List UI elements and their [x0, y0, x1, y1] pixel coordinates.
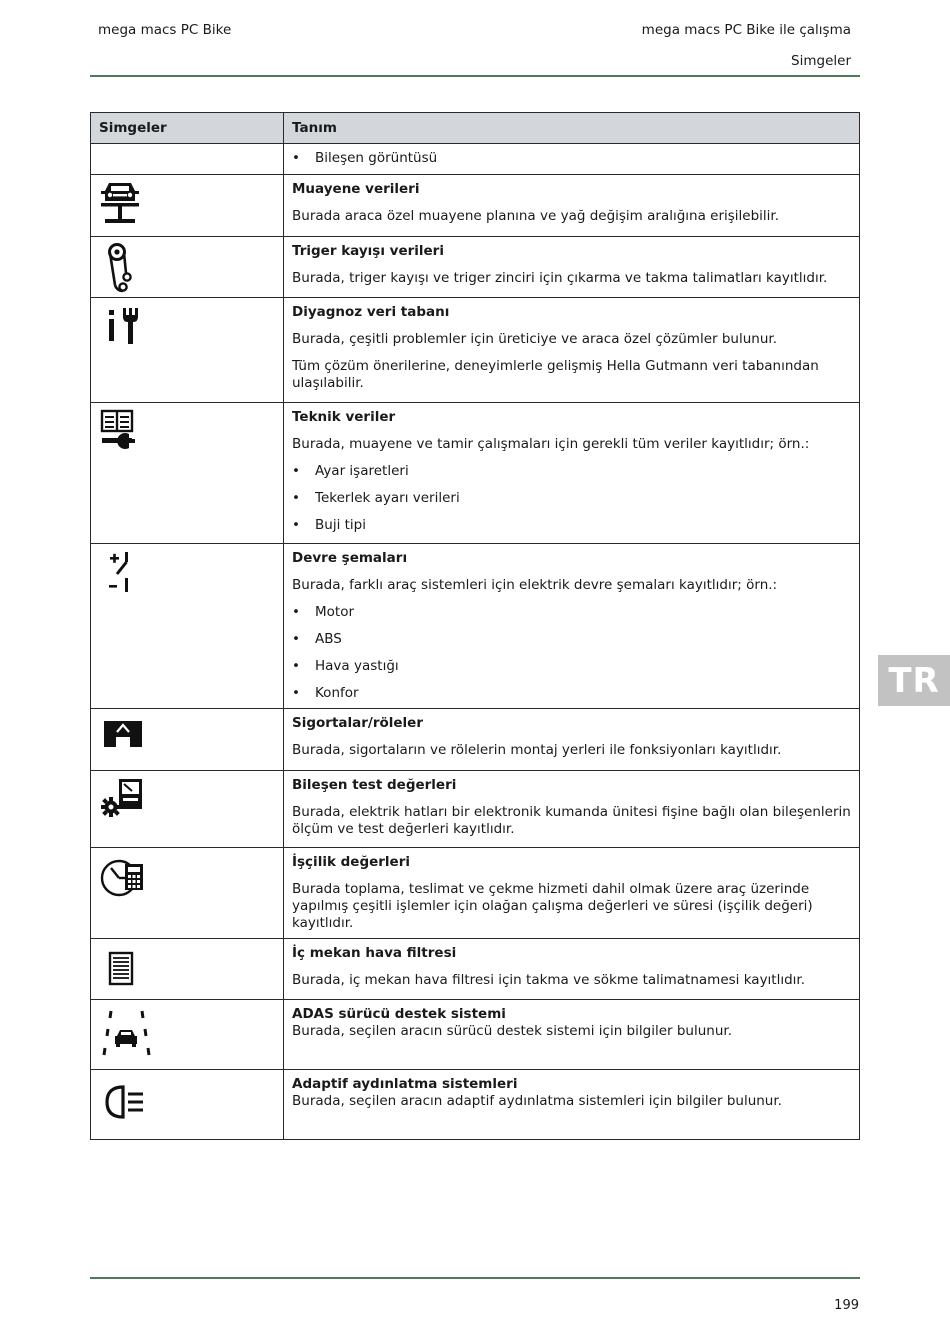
- symbol-cell: [91, 144, 284, 175]
- description-cell: [284, 175, 860, 237]
- description-cell: [284, 544, 860, 709]
- description-cell: [284, 298, 860, 403]
- table-row: [91, 144, 860, 175]
- row-text: Burada, triger kayışı ve triger zinciri için çıkarma ve takma talimatları kayıtlıdır.: [292, 270, 828, 286]
- fuse-icon: [99, 713, 143, 753]
- symbol-cell: [91, 1070, 284, 1140]
- bullet-list: [292, 463, 851, 534]
- page-number: 199: [834, 1298, 859, 1313]
- list-item: • Konfor: [292, 685, 851, 702]
- list-item: • Motor: [292, 604, 851, 621]
- multimeter-gear-icon: [99, 775, 147, 823]
- clock-calculator-icon: [99, 852, 147, 900]
- row-text: Burada toplama, teslimat ve çekme hizmeti dahil olmak üzere araç üzerinde yapılmış çeşitli işlemler için olağan çalışma değerleri ve süresi (işçilik değeri) kayıtlıdır.: [292, 881, 813, 931]
- row-title: İşçilik değerleri: [292, 854, 410, 870]
- symbol-cell: [91, 709, 284, 771]
- symbol-cell: [91, 403, 284, 544]
- list-item: • Bileşen görüntüsü: [292, 150, 851, 167]
- language-tab: TR: [878, 655, 950, 706]
- row-title: Sigortalar/röleler: [292, 715, 423, 731]
- list-item: • Hava yastığı: [292, 658, 851, 675]
- table-header-row: [91, 113, 860, 144]
- table-row: [91, 709, 860, 771]
- row-text: Burada, elektrik hatları bir elektronik kumanda ünitesi fişine bağlı olan bileşenlerin ölçüm ve test değerleri kayıtlıdır.: [292, 804, 851, 837]
- row-title: Diyagnoz veri tabanı: [292, 304, 450, 320]
- table-row: [91, 939, 860, 1000]
- symbol-cell: [91, 175, 284, 237]
- row-title: ADAS sürücü destek sistemi: [292, 1006, 506, 1022]
- symbol-cell: [91, 237, 284, 298]
- symbol-cell: [91, 771, 284, 848]
- book-wrench-icon: [99, 407, 147, 455]
- symbol-cell: [91, 298, 284, 403]
- bullet-list: [292, 604, 851, 702]
- headlight-icon: [99, 1074, 153, 1130]
- list-item: • Ayar işaretleri: [292, 463, 851, 480]
- inspection-lift-icon: [99, 179, 143, 225]
- row-text: Burada, muayene ve tamir çalışmaları için gerekli tüm veriler kayıtlıdır; örn.:: [292, 436, 810, 452]
- description-cell: [284, 709, 860, 771]
- footer-divider: [90, 1277, 860, 1279]
- column-header-symbols: Simgeler: [91, 113, 284, 144]
- row-text: Burada, seçilen aracın sürücü destek sistemi için bilgiler bulunur.: [292, 1023, 732, 1039]
- timing-belt-icon: [99, 241, 143, 293]
- row-title: İç mekan hava filtresi: [292, 945, 457, 961]
- row-text: Tüm çözüm önerilerine, deneyimlerle gelişmiş Hella Gutmann veri tabanından ulaşılabilir.: [292, 358, 819, 391]
- description-cell: [284, 403, 860, 544]
- row-title: Bileşen test değerleri: [292, 777, 457, 793]
- row-text: Burada, iç mekan hava filtresi için takma ve sökme talimatnamesi kayıtlıdır.: [292, 972, 806, 988]
- row-text: Burada, seçilen aracın adaptif aydınlatma sistemleri için bilgiler bulunur.: [292, 1093, 782, 1109]
- symbol-cell: [91, 1000, 284, 1070]
- column-header-description: Tanım: [284, 113, 860, 144]
- list-item: • Tekerlek ayarı verileri: [292, 490, 851, 507]
- description-cell: [284, 939, 860, 1000]
- info-wrench-icon: [99, 302, 143, 348]
- row-title: Muayene verileri: [292, 181, 420, 197]
- header-chapter-title: mega macs PC Bike ile çalışma: [641, 22, 851, 38]
- table-row: [91, 544, 860, 709]
- bullet-list: [292, 150, 851, 167]
- table-row: [91, 175, 860, 237]
- table-row: [91, 237, 860, 298]
- symbol-cell: [91, 848, 284, 939]
- description-cell: [284, 771, 860, 848]
- row-title: Triger kayışı verileri: [292, 243, 444, 259]
- list-item: • ABS: [292, 631, 851, 648]
- table-row: [91, 1070, 860, 1140]
- description-cell: [284, 237, 860, 298]
- header-section-title: Simgeler: [791, 53, 851, 69]
- table-row: [91, 403, 860, 544]
- header-product-name: mega macs PC Bike: [98, 22, 232, 38]
- circuit-switch-icon: [99, 548, 143, 598]
- row-text: Burada, sigortaların ve rölelerin montaj yerleri ile fonksiyonları kayıtlıdır.: [292, 742, 782, 758]
- description-cell: [284, 848, 860, 939]
- symbol-cell: [91, 544, 284, 709]
- row-title: Adaptif aydınlatma sistemleri: [292, 1076, 518, 1092]
- table-row: [91, 771, 860, 848]
- description-cell: [284, 1070, 860, 1140]
- description-cell: [284, 144, 860, 175]
- row-text: Burada, farklı araç sistemleri için elektrik devre şemaları kayıtlıdır; örn.:: [292, 577, 778, 593]
- row-text: Burada, çeşitli problemler için üreticiye ve araca özel çözümler bulunur.: [292, 331, 777, 347]
- list-item: • Buji tipi: [292, 517, 851, 534]
- row-title: Devre şemaları: [292, 550, 408, 566]
- table-row: [91, 298, 860, 403]
- row-title: Teknik veriler: [292, 409, 396, 425]
- symbol-cell: [91, 939, 284, 1000]
- table-row: [91, 848, 860, 939]
- header-divider: [90, 75, 860, 77]
- adas-lane-car-icon: [99, 1004, 153, 1060]
- description-cell: [284, 1000, 860, 1070]
- symbols-table: [90, 112, 860, 1140]
- table-row: [91, 1000, 860, 1070]
- row-text: Burada araca özel muayene planına ve yağ değişim aralığına erişilebilir.: [292, 208, 780, 224]
- cabin-filter-icon: [99, 943, 143, 987]
